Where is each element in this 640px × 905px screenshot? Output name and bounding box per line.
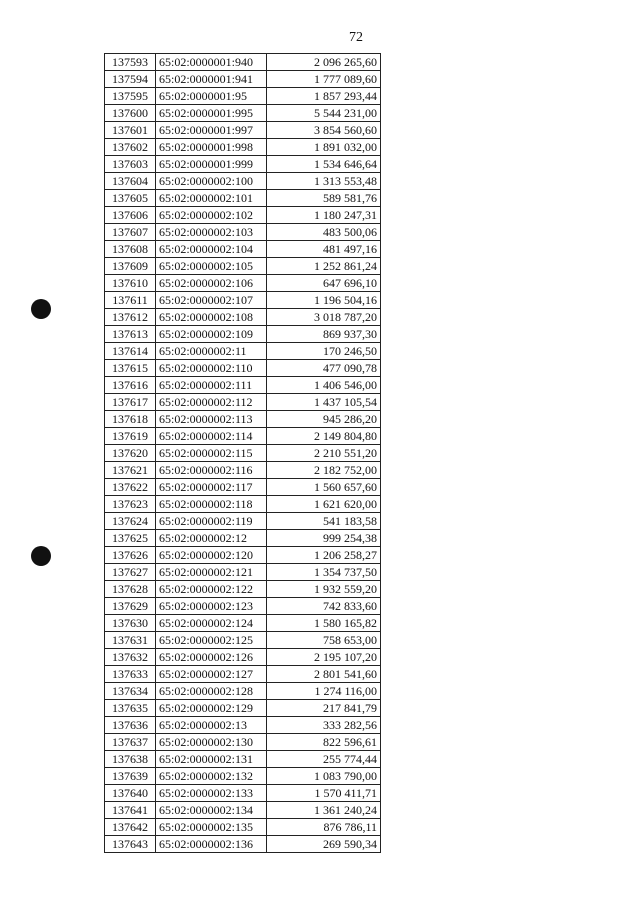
table-row bbox=[105, 513, 381, 530]
cadastral-number-cell: 65:02:0000002:103 bbox=[156, 224, 267, 241]
table-row bbox=[105, 326, 381, 343]
table-row bbox=[105, 751, 381, 768]
row-number-cell: 137603 bbox=[105, 156, 156, 173]
cadastral-number-cell: 65:02:0000002:124 bbox=[156, 615, 267, 632]
cadastral-value-cell: 333 282,56 bbox=[267, 717, 381, 734]
table-row bbox=[105, 768, 381, 785]
row-number-cell: 137629 bbox=[105, 598, 156, 615]
cadastral-value-cell: 1 857 293,44 bbox=[267, 88, 381, 105]
cadastral-value-cell: 3 854 560,60 bbox=[267, 122, 381, 139]
cadastral-number-cell: 65:02:0000002:105 bbox=[156, 258, 267, 275]
table-row bbox=[105, 615, 381, 632]
row-number-cell: 137606 bbox=[105, 207, 156, 224]
row-number-cell: 137637 bbox=[105, 734, 156, 751]
cadastral-value-cell: 2 182 752,00 bbox=[267, 462, 381, 479]
table-row bbox=[105, 309, 381, 326]
table-row bbox=[105, 547, 381, 564]
table-row bbox=[105, 156, 381, 173]
table-row bbox=[105, 411, 381, 428]
cadastral-value-cell: 945 286,20 bbox=[267, 411, 381, 428]
cadastral-value-cell: 2 149 804,80 bbox=[267, 428, 381, 445]
cadastral-number-cell: 65:02:0000002:134 bbox=[156, 802, 267, 819]
table-row bbox=[105, 717, 381, 734]
punch-hole-mark bbox=[31, 299, 51, 319]
table-row bbox=[105, 190, 381, 207]
table-row bbox=[105, 241, 381, 258]
cadastral-value-cell: 758 653,00 bbox=[267, 632, 381, 649]
row-number-cell: 137627 bbox=[105, 564, 156, 581]
cadastral-value-cell: 1 196 504,16 bbox=[267, 292, 381, 309]
cadastral-value-cell: 541 183,58 bbox=[267, 513, 381, 530]
row-number-cell: 137638 bbox=[105, 751, 156, 768]
table-row bbox=[105, 343, 381, 360]
cadastral-number-cell: 65:02:0000002:115 bbox=[156, 445, 267, 462]
cadastral-value-cell: 1 570 411,71 bbox=[267, 785, 381, 802]
row-number-cell: 137633 bbox=[105, 666, 156, 683]
cadastral-value-cell: 1 313 553,48 bbox=[267, 173, 381, 190]
table-row bbox=[105, 394, 381, 411]
cadastral-value-cell: 1 083 790,00 bbox=[267, 768, 381, 785]
cadastral-number-cell: 65:02:0000001:997 bbox=[156, 122, 267, 139]
row-number-cell: 137631 bbox=[105, 632, 156, 649]
table-row bbox=[105, 360, 381, 377]
cadastral-value-cell: 2 210 551,20 bbox=[267, 445, 381, 462]
cadastral-value-cell: 1 206 258,27 bbox=[267, 547, 381, 564]
row-number-cell: 137594 bbox=[105, 71, 156, 88]
table-row bbox=[105, 258, 381, 275]
row-number-cell: 137622 bbox=[105, 479, 156, 496]
row-number-cell: 137615 bbox=[105, 360, 156, 377]
cadastral-number-cell: 65:02:0000002:121 bbox=[156, 564, 267, 581]
row-number-cell: 137613 bbox=[105, 326, 156, 343]
table-row bbox=[105, 632, 381, 649]
cadastral-value-cell: 2 195 107,20 bbox=[267, 649, 381, 666]
table-row bbox=[105, 530, 381, 547]
row-number-cell: 137601 bbox=[105, 122, 156, 139]
row-number-cell: 137628 bbox=[105, 581, 156, 598]
row-number-cell: 137623 bbox=[105, 496, 156, 513]
cadastral-value-cell: 1 180 247,31 bbox=[267, 207, 381, 224]
cadastral-value-cell: 1 777 089,60 bbox=[267, 71, 381, 88]
cadastral-number-cell: 65:02:0000002:106 bbox=[156, 275, 267, 292]
cadastral-number-cell: 65:02:0000002:100 bbox=[156, 173, 267, 190]
table-row bbox=[105, 207, 381, 224]
cadastral-number-cell: 65:02:0000002:131 bbox=[156, 751, 267, 768]
cadastral-value-cell: 217 841,79 bbox=[267, 700, 381, 717]
table-row bbox=[105, 581, 381, 598]
row-number-cell: 137626 bbox=[105, 547, 156, 564]
row-number-cell: 137639 bbox=[105, 768, 156, 785]
cadastral-value-cell: 483 500,06 bbox=[267, 224, 381, 241]
cadastral-number-cell: 65:02:0000002:129 bbox=[156, 700, 267, 717]
row-number-cell: 137614 bbox=[105, 343, 156, 360]
table-row bbox=[105, 105, 381, 122]
cadastral-number-cell: 65:02:0000002:12 bbox=[156, 530, 267, 547]
row-number-cell: 137634 bbox=[105, 683, 156, 700]
cadastral-number-cell: 65:02:0000002:102 bbox=[156, 207, 267, 224]
table-row bbox=[105, 802, 381, 819]
page-number: 72 bbox=[349, 30, 363, 45]
cadastral-number-cell: 65:02:0000002:116 bbox=[156, 462, 267, 479]
table-row bbox=[105, 785, 381, 802]
cadastral-value-cell: 1 437 105,54 bbox=[267, 394, 381, 411]
row-number-cell: 137619 bbox=[105, 428, 156, 445]
cadastral-value-cell: 1 580 165,82 bbox=[267, 615, 381, 632]
row-number-cell: 137620 bbox=[105, 445, 156, 462]
cadastral-number-cell: 65:02:0000002:120 bbox=[156, 547, 267, 564]
table-row bbox=[105, 275, 381, 292]
table-row bbox=[105, 479, 381, 496]
table-row bbox=[105, 377, 381, 394]
cadastral-value-cell: 869 937,30 bbox=[267, 326, 381, 343]
table-row bbox=[105, 445, 381, 462]
table-row bbox=[105, 173, 381, 190]
table-row bbox=[105, 428, 381, 445]
cadastral-value-cell: 1 932 559,20 bbox=[267, 581, 381, 598]
row-number-cell: 137630 bbox=[105, 615, 156, 632]
cadastral-number-cell: 65:02:0000002:136 bbox=[156, 836, 267, 853]
cadastral-number-cell: 65:02:0000002:114 bbox=[156, 428, 267, 445]
table-row bbox=[105, 71, 381, 88]
cadastral-number-cell: 65:02:0000002:123 bbox=[156, 598, 267, 615]
cadastral-value-cell: 1 406 546,00 bbox=[267, 377, 381, 394]
cadastral-number-cell: 65:02:0000002:109 bbox=[156, 326, 267, 343]
cadastral-number-cell: 65:02:0000002:127 bbox=[156, 666, 267, 683]
cadastral-number-cell: 65:02:0000001:998 bbox=[156, 139, 267, 156]
table-row bbox=[105, 649, 381, 666]
cadastral-number-cell: 65:02:0000002:104 bbox=[156, 241, 267, 258]
row-number-cell: 137617 bbox=[105, 394, 156, 411]
table-row bbox=[105, 54, 381, 71]
cadastral-value-cell: 2 801 541,60 bbox=[267, 666, 381, 683]
row-number-cell: 137632 bbox=[105, 649, 156, 666]
cadastral-value-cell: 269 590,34 bbox=[267, 836, 381, 853]
cadastral-value-cell: 1 560 657,60 bbox=[267, 479, 381, 496]
row-number-cell: 137612 bbox=[105, 309, 156, 326]
cadastral-value-cell: 1 534 646,64 bbox=[267, 156, 381, 173]
table-row bbox=[105, 564, 381, 581]
row-number-cell: 137608 bbox=[105, 241, 156, 258]
table-row bbox=[105, 598, 381, 615]
cadastral-number-cell: 65:02:0000002:118 bbox=[156, 496, 267, 513]
table-row bbox=[105, 224, 381, 241]
cadastral-number-cell: 65:02:0000002:101 bbox=[156, 190, 267, 207]
table-body bbox=[105, 54, 381, 853]
row-number-cell: 137593 bbox=[105, 54, 156, 71]
cadastral-value-cell: 647 696,10 bbox=[267, 275, 381, 292]
cadastral-number-cell: 65:02:0000002:108 bbox=[156, 309, 267, 326]
row-number-cell: 137618 bbox=[105, 411, 156, 428]
cadastral-number-cell: 65:02:0000002:107 bbox=[156, 292, 267, 309]
cadastral-value-cell: 876 786,11 bbox=[267, 819, 381, 836]
cadastral-value-cell: 1 252 861,24 bbox=[267, 258, 381, 275]
cadastral-value-cell: 5 544 231,00 bbox=[267, 105, 381, 122]
cadastral-value-cell: 1 621 620,00 bbox=[267, 496, 381, 513]
table-row bbox=[105, 666, 381, 683]
row-number-cell: 137621 bbox=[105, 462, 156, 479]
cadastral-value-cell: 1 354 737,50 bbox=[267, 564, 381, 581]
cadastral-number-cell: 65:02:0000002:113 bbox=[156, 411, 267, 428]
table-row bbox=[105, 683, 381, 700]
cadastral-number-cell: 65:02:0000002:122 bbox=[156, 581, 267, 598]
cadastral-value-cell: 999 254,38 bbox=[267, 530, 381, 547]
cadastral-number-cell: 65:02:0000002:132 bbox=[156, 768, 267, 785]
cadastral-number-cell: 65:02:0000001:941 bbox=[156, 71, 267, 88]
cadastral-number-cell: 65:02:0000001:95 bbox=[156, 88, 267, 105]
cadastral-value-cell: 1 274 116,00 bbox=[267, 683, 381, 700]
cadastral-number-cell: 65:02:0000001:940 bbox=[156, 54, 267, 71]
cadastral-value-cell: 822 596,61 bbox=[267, 734, 381, 751]
cadastral-number-cell: 65:02:0000001:999 bbox=[156, 156, 267, 173]
row-number-cell: 137611 bbox=[105, 292, 156, 309]
row-number-cell: 137643 bbox=[105, 836, 156, 853]
table-row bbox=[105, 700, 381, 717]
row-number-cell: 137604 bbox=[105, 173, 156, 190]
cadastral-number-cell: 65:02:0000002:126 bbox=[156, 649, 267, 666]
row-number-cell: 137625 bbox=[105, 530, 156, 547]
table-row bbox=[105, 836, 381, 853]
cadastral-value-cell: 742 833,60 bbox=[267, 598, 381, 615]
table-row bbox=[105, 819, 381, 836]
table-row bbox=[105, 292, 381, 309]
table-row bbox=[105, 122, 381, 139]
row-number-cell: 137640 bbox=[105, 785, 156, 802]
row-number-cell: 137642 bbox=[105, 819, 156, 836]
row-number-cell: 137595 bbox=[105, 88, 156, 105]
cadastral-number-cell: 65:02:0000002:135 bbox=[156, 819, 267, 836]
cadastral-number-cell: 65:02:0000002:11 bbox=[156, 343, 267, 360]
cadastral-number-cell: 65:02:0000002:128 bbox=[156, 683, 267, 700]
cadastral-number-cell: 65:02:0000002:125 bbox=[156, 632, 267, 649]
cadastral-value-table bbox=[104, 53, 381, 853]
cadastral-value-cell: 255 774,44 bbox=[267, 751, 381, 768]
row-number-cell: 137635 bbox=[105, 700, 156, 717]
cadastral-value-cell: 477 090,78 bbox=[267, 360, 381, 377]
cadastral-number-cell: 65:02:0000002:130 bbox=[156, 734, 267, 751]
row-number-cell: 137610 bbox=[105, 275, 156, 292]
cadastral-number-cell: 65:02:0000002:110 bbox=[156, 360, 267, 377]
cadastral-number-cell: 65:02:0000002:112 bbox=[156, 394, 267, 411]
row-number-cell: 137641 bbox=[105, 802, 156, 819]
row-number-cell: 137636 bbox=[105, 717, 156, 734]
row-number-cell: 137607 bbox=[105, 224, 156, 241]
cadastral-number-cell: 65:02:0000002:13 bbox=[156, 717, 267, 734]
row-number-cell: 137605 bbox=[105, 190, 156, 207]
row-number-cell: 137616 bbox=[105, 377, 156, 394]
row-number-cell: 137609 bbox=[105, 258, 156, 275]
row-number-cell: 137600 bbox=[105, 105, 156, 122]
table-row bbox=[105, 734, 381, 751]
cadastral-number-cell: 65:02:0000002:133 bbox=[156, 785, 267, 802]
punch-hole-mark bbox=[31, 546, 51, 566]
cadastral-value-cell: 170 246,50 bbox=[267, 343, 381, 360]
table-row bbox=[105, 496, 381, 513]
row-number-cell: 137602 bbox=[105, 139, 156, 156]
row-number-cell: 137624 bbox=[105, 513, 156, 530]
cadastral-value-cell: 1 361 240,24 bbox=[267, 802, 381, 819]
cadastral-value-cell: 481 497,16 bbox=[267, 241, 381, 258]
cadastral-value-cell: 2 096 265,60 bbox=[267, 54, 381, 71]
cadastral-number-cell: 65:02:0000002:117 bbox=[156, 479, 267, 496]
table-row bbox=[105, 139, 381, 156]
cadastral-value-cell: 589 581,76 bbox=[267, 190, 381, 207]
cadastral-number-cell: 65:02:0000002:119 bbox=[156, 513, 267, 530]
cadastral-value-cell: 1 891 032,00 bbox=[267, 139, 381, 156]
cadastral-number-cell: 65:02:0000001:995 bbox=[156, 105, 267, 122]
table-row bbox=[105, 88, 381, 105]
table-row bbox=[105, 462, 381, 479]
cadastral-number-cell: 65:02:0000002:111 bbox=[156, 377, 267, 394]
cadastral-value-cell: 3 018 787,20 bbox=[267, 309, 381, 326]
